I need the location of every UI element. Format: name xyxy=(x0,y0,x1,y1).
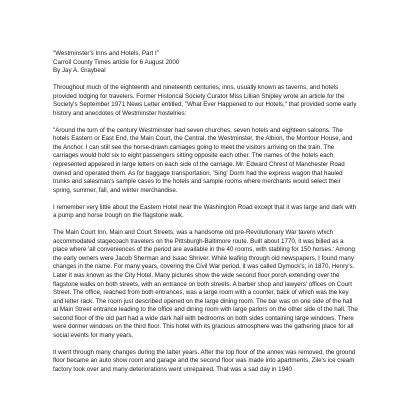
article-byline: By Jay A. Graybeal xyxy=(53,67,106,75)
article-header xyxy=(53,50,358,76)
paragraph-eastern-hotel: I remember very little about the Eastern Hotel near the Washington Road except that it was large and dark with a pump and horse trough on the flagstone walk. xyxy=(53,203,357,220)
article-source: Carroll County Times article for 6 August 2000 xyxy=(53,58,180,66)
article-title: "Westminster's Inns and Hotels, Part I" xyxy=(53,50,159,57)
paragraph-intro: Throughout much of the eighteenth and nineteenth centuries, inns, usually known as taverns, and hotels provided lodging for travelers. Former Historical Society Curator Miss Lillian Shipley wrote an article for the Society's September 1971 News Letter entitled, "What Ever Happened to our Hotels," that provided some early history and anecdotes of Westminster hostelries: xyxy=(53,84,357,117)
paragraph-main-court-inn: The Main Court Inn, Main and Court Streets, was a handsome old pre-Revolutionary War tavern which accommodated stagecoach travelers on the Pittsburgh-Baltimore route. Built about 1770, it was billed as a place where 'all conveniences of the period are available in the 40 rooms, with stabling for 150 horses.' Among the early owners were Jacob Sherman and Isaac Shriver. While leafing through old newspapers, I found many changes in the name. For many years, covering the Civil War period, it was called Dymock's; in 1870, Henry's. Later it was known as the City Hotel. Many pictures show the wide second floor porch extending over the flagstone walks on both streets, with an entrance on both streets. A barber shop and lawyers' offices on Court Street. The office, reached from both entrances, was a large room with a counter, back of which was the key and letter rack. The room just described opened on the large dining room. The bar was on one side of the hall at Main Street entrance leading to the office and dining room with large parlors on the other side of the hall. The second floor of the old part had a wide dark hall with bedrooms on both sides containing large windows. There were dormer windows on the third floor. This hotel with its gracious atmosphere was the gathering place for all social events for many years. xyxy=(53,229,358,339)
paragraph-later-years: It went through many changes during the latter years. After the top floor of the annex was removed, the ground floor became an auto show room and garage and the second floor was made into apartments, Zile's ice cream factory took over and many deteriorations went unrepaired. That was a sad day in 1940 xyxy=(53,348,356,373)
paragraph-quote: "Around the turn of the century Westminster had seven churches, seven hotels and eighteen saloons. The hotels Eastern or East End, the Main Court, the Central, the Westminster, the Albion, the Montour House, and the Anchor. I can still see the horse-drawn carriages going to meet the visitors arriving on the train. The carriages would hold six to eight passengers sitting opposite each other. The names of the hotels each represented appeared in large letters on each side of the carriage. Mr. Edward Chrest of Manchester Road owned and operated them. As for baggage transportation, 'Sing' Dorm had the express wagon that hauled trunks and salesman's sample cases to the hotels and sample rooms where merchants would select their spring, summer, fall, and winter merchandise. xyxy=(53,126,353,194)
